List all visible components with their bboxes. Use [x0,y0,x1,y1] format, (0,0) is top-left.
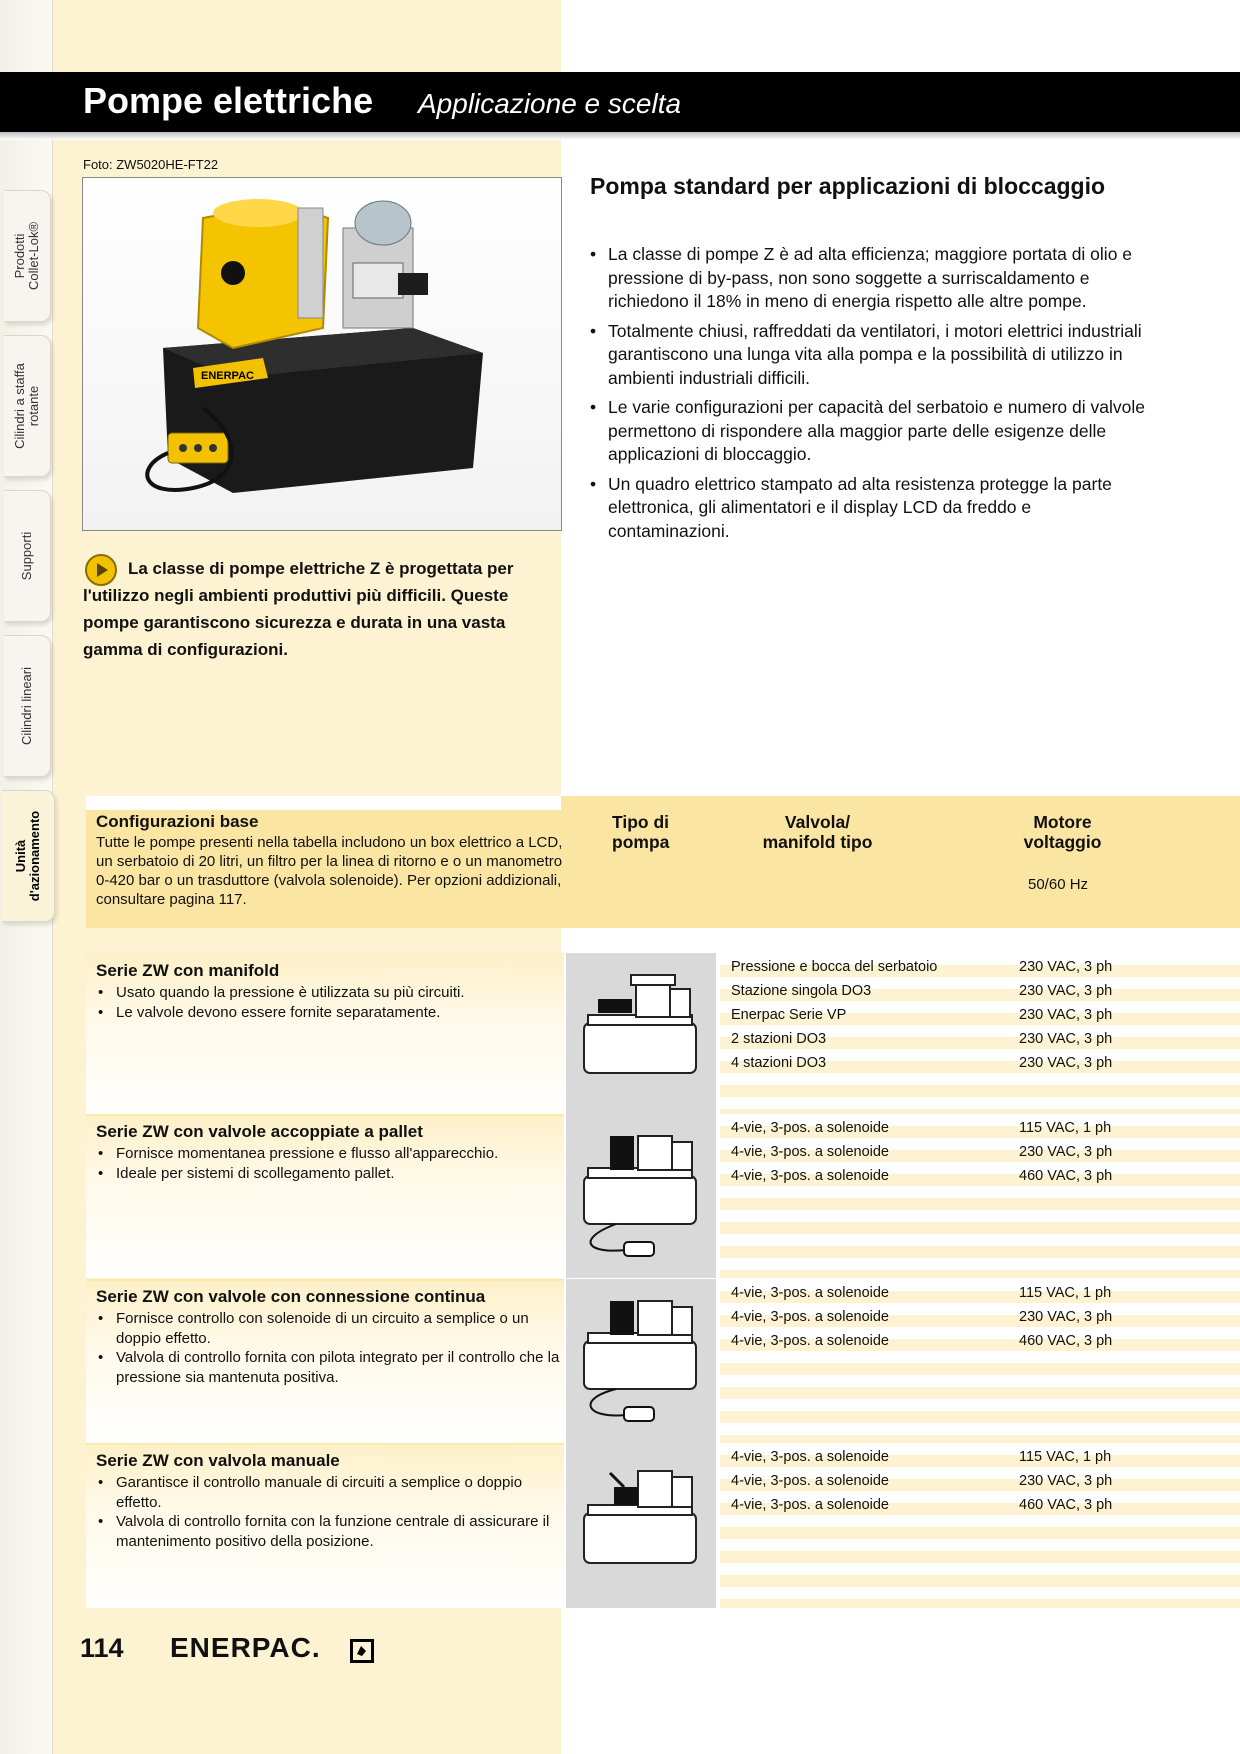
table-row: 2 stazioni DO3 230 VAC, 3 ph [731,1031,1113,1047]
list-item: • Valvola di controllo fornita con pilota integrato per il controllo che la pressione sia mantenuta positiva. [96,1348,561,1387]
side-tab-label: Cilindri lineari [19,666,34,746]
photo-caption: Foto: ZW5020HE-FT22 [83,157,219,172]
list-item: • Un quadro elettrico stampato ad alta resistenza protegge la parte elettronica, gli alimentatori e il display LCD da freddo e contaminazioni. [590,473,1150,544]
side-tab-cilindri-staffa[interactable] [4,335,51,477]
page-title: Pompe elettriche [83,80,374,121]
series-bullet-list [96,1144,561,1183]
list-item: • Totalmente chiusi, raffreddati da ventilatori, i motori elettrici industriali garantiscono una lunga vita alla pompa e la possibilità di utilizzo in ambienti industriali difficili. [590,320,1150,391]
list-item: • La classe di pompe Z è ad alta efficienza; maggiore portata di olio e pressione di by-pass, non sono soggette a surriscaldamento e richiedono il 18% in meno di energia rispetto alle altre pompe. [590,243,1150,314]
page-number: 114 [80,1633,124,1663]
list-item: • Usato quando la pressione è utilizzata su più circuiti. [96,983,561,1003]
header-shadow [0,132,1240,140]
pump-continuous-thumbnail [566,1279,716,1443]
brand-plate: ENERPAC [201,370,254,382]
series-bullet-list [96,983,561,1022]
side-tab-label: Prodotti Collet-Lok® [12,221,41,291]
table-row: 4-vie, 3-pos. a solenoide 115 VAC, 1 ph [731,1285,1112,1301]
series-title: Serie ZW con valvola manuale [96,1451,340,1470]
pump-manual-valve-thumbnail [566,1443,716,1608]
series-bullet-list [96,1473,561,1551]
column-header-valvola: Valvola/ manifold tipo [762,812,873,852]
table-row: Pressione e bocca del serbatoio 230 VAC, 3 ph [731,959,1113,975]
series-value-table [731,1285,1240,1357]
series-row-pallet [86,1114,1240,1278]
page-header [0,72,1240,132]
side-tab-cilindri-lineari[interactable] [4,635,51,777]
series-row-connessione-continua [86,1279,1240,1443]
list-item: • Ideale per sistemi di scollegamento pallet. [96,1164,561,1184]
series-title: Serie ZW con valvole accoppiate a pallet [96,1122,423,1141]
pump-pallet-thumbnail [566,1114,716,1278]
list-item: • Le varie configurazioni per capacità del serbatoio e numero di valvole permettono di rispondere alla maggior parte delle esigenze delle applicazioni di bloccaggio. [590,396,1150,467]
table-row: 4-vie, 3-pos. a solenoide 230 VAC, 3 ph [731,1309,1113,1325]
table-row: 4 stazioni DO3 230 VAC, 3 ph [731,1055,1113,1071]
series-value-table [731,959,1240,1079]
config-text: Tutte le pompe presenti nella tabella includono un box elettrico a LCD, un serbatoio di 20 litri, un filtro per la linea di ritorno e o un manometro 0-420 bar o un trasduttore (valvola solenoide). Per opzioni addizionali, consultare pagina 117. [96,834,563,908]
series-bullet-list [96,1309,561,1387]
config-band-edge [86,796,561,810]
series-row-valvola-manuale [86,1443,1240,1608]
column-header-motore: Motore voltaggio [1023,812,1102,852]
list-item: • Fornisce momentanea pressione e flusso all'apparecchio. [96,1144,561,1164]
intro-bullet-list [590,243,1150,549]
side-tab-label: Unità d'azionamento [13,810,42,902]
series-title: Serie ZW con manifold [96,961,280,980]
list-item: • Le valvole devono essere fornite separatamente. [96,1003,561,1023]
intro-title: Pompa standard per applicazioni di bloccaggio [590,173,1106,199]
callout-text: La classe di pompe elettriche Z è progettata per l'utilizzo negli ambienti produttivi più difficili. Queste pompe garantiscono sicurezza e durata in una vasta gamma di configurazioni. [83,559,514,659]
table-row: Stazione singola DO3 230 VAC, 3 ph [731,983,1113,999]
enerpac-logo: ENERPAC. [170,1632,321,1663]
table-row: 4-vie, 3-pos. a solenoide 230 VAC, 3 ph [731,1473,1113,1489]
list-item: • Valvola di controllo fornita con la funzione centrale di assicurare il mantenimento positivo della posizione. [96,1512,561,1551]
series-value-table [731,1120,1240,1192]
frequency-label: 50/60 Hz [1028,876,1089,893]
side-tab-label: Supporti [19,531,34,581]
pump-manifold-thumbnail [566,953,716,1117]
column-header-tipo: Tipo di pompa [612,812,670,852]
series-row-manifold [86,953,1240,1117]
table-row: 4-vie, 3-pos. a solenoide 115 VAC, 1 ph [731,1449,1112,1465]
table-row: 4-vie, 3-pos. a solenoide 460 VAC, 3 ph [731,1333,1113,1349]
series-title: Serie ZW con valvole con connessione continua [96,1287,486,1306]
table-row: 4-vie, 3-pos. a solenoide 460 VAC, 3 ph [731,1497,1113,1513]
pump-photo [82,177,562,531]
config-title: Configurazioni base [96,812,259,831]
table-row: Enerpac Serie VP 230 VAC, 3 ph [731,1007,1113,1023]
side-tab-collet-lok[interactable] [4,190,51,322]
side-tab-unita-azionamento[interactable] [2,790,55,922]
table-row: 4-vie, 3-pos. a solenoide 460 VAC, 3 ph [731,1168,1113,1184]
electric-pump-illustration [83,178,561,530]
side-tab-label: Cilindri a staffa rotante [12,363,41,449]
series-value-table [731,1449,1240,1521]
table-row: 4-vie, 3-pos. a solenoide 230 VAC, 3 ph [731,1144,1113,1160]
list-item: • Garantisce il controllo manuale di circuiti a semplice o doppio effetto. [96,1473,561,1512]
table-row: 4-vie, 3-pos. a solenoide 115 VAC, 1 ph [731,1120,1112,1136]
side-tab-supporti[interactable] [4,490,51,622]
logo-check-icon [350,1639,374,1663]
list-item: • Fornisce controllo con solenoide di un circuito a semplice o un doppio effetto. [96,1309,561,1348]
page-subtitle: Applicazione e scelta [418,88,682,119]
